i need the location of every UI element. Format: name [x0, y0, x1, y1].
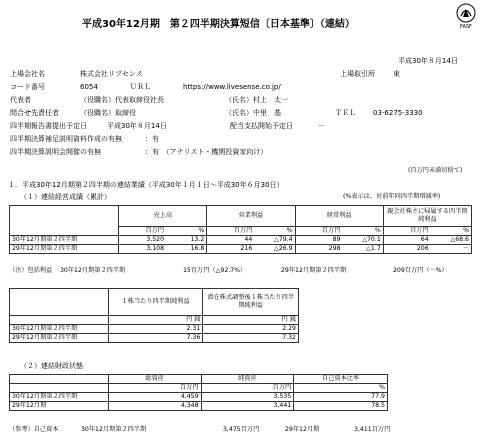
tel: 03-6275-3330: [373, 109, 423, 117]
cell: △1.7: [342, 245, 383, 254]
unit-note: (百万円未満切捨て): [408, 167, 463, 174]
table-row: [10, 236, 472, 245]
table-row: [10, 334, 299, 343]
page-title: 平成30年12月期 第２四半期決算短信〔日本基準〕（連結）: [82, 19, 355, 30]
cell: 2.31: [108, 325, 203, 334]
header-sales: 売上高: [119, 206, 207, 227]
dividend-label: 配当支払開始予定日: [230, 122, 293, 130]
cell: 3,108: [119, 245, 166, 254]
comp-income-r2v: 209百万円（－%）: [393, 267, 448, 274]
cell: 216: [207, 245, 254, 254]
row-label: 29年12月期第２四半期: [10, 245, 119, 254]
row-label: 30年12月期第２四半期: [10, 236, 119, 245]
cell: 16.8: [166, 245, 207, 254]
unit-cell: 百万円: [201, 384, 294, 393]
header-equity-ratio: 自己資本比率: [294, 375, 388, 384]
row-label: 29年12月期第２四半期: [10, 334, 109, 343]
header-blank: [10, 384, 109, 393]
equity-note-r2v: 3,411百万円: [354, 426, 391, 433]
header-net-income: 親会社株主に帰属する四半期純利益: [383, 206, 471, 227]
section1-sub1: （１）連結経営成績（累計）: [20, 193, 111, 201]
eps-table: [9, 288, 299, 343]
release-date: 平成30年８月14日: [398, 57, 458, 65]
table-row: [10, 245, 472, 254]
cell: 3,520: [119, 236, 166, 245]
fasf-logo: [455, 3, 477, 29]
equity-note-label: （参考）自己資本: [9, 426, 59, 433]
url-label: ＵＲＬ: [130, 83, 151, 91]
comp-income-r1v: 15百万円（△92.7%）: [183, 267, 247, 274]
eps-unit: 円 銭: [203, 316, 299, 325]
comp-income-r1: 30年12月期第２四半期: [60, 267, 126, 274]
unit-cell: 百万円: [207, 227, 254, 236]
unit-cell: 百万円: [108, 384, 201, 393]
pct-cell: %: [431, 227, 472, 236]
cell: 3,441: [201, 402, 294, 411]
equity-note-r2: 29年12月期: [285, 426, 320, 433]
url[interactable]: https://www.livesense.co.jp/: [183, 83, 281, 91]
unit-cell: 百万円: [295, 227, 342, 236]
cell: 2.29: [203, 325, 299, 334]
report-date-label: 四半期報告書提出予定日: [10, 122, 87, 130]
header-operating-income: 営業利益: [207, 206, 295, 227]
header-blank: [10, 289, 109, 316]
exchange-label: 上場取引所: [340, 70, 375, 78]
contact-title: （役職名）取締役: [80, 109, 136, 117]
cell: △26.9: [254, 245, 295, 254]
cell: 298: [295, 245, 342, 254]
cell: 7.32: [203, 334, 299, 343]
listed-name: 株式会社リブセンス: [80, 70, 143, 78]
header-diluted-eps: 潜在株式調整後１株当たり四半期純利益: [203, 289, 299, 316]
header-blank: [10, 316, 109, 325]
equity-note-r1: 30年12月期第２四半期: [81, 426, 147, 433]
rep-title: （役職名）代表取締役社長: [80, 96, 164, 104]
cell: 206: [383, 245, 430, 254]
header-ordinary-income: 経常利益: [295, 206, 383, 227]
cell: 7.36: [108, 334, 203, 343]
cell: 78.5: [294, 402, 388, 411]
eps-unit: 円 銭: [108, 316, 203, 325]
cell: 89: [295, 236, 342, 245]
table-row: [10, 325, 299, 334]
equity-note-r1v: 3,475百万円: [223, 426, 260, 433]
contact-name: （氏名）中里 基: [225, 109, 281, 117]
report-date: 平成30年８月14日: [107, 122, 167, 130]
unit-cell: 百万円: [119, 227, 166, 236]
supp-label: 四半期決算補足説明資料作成の有無: [10, 135, 122, 143]
dividend: －: [318, 122, 325, 130]
cell: 4,459: [108, 393, 201, 402]
pct-cell: %: [342, 227, 383, 236]
cell: 4,348: [108, 402, 201, 411]
comp-income-r2: 29年12月期第２四半期: [281, 267, 347, 274]
header-total-assets: 総資産: [108, 375, 201, 384]
meeting-label: 四半期決算説明会開催の有無: [10, 148, 101, 156]
row-label: 30年12月期第２四半期: [10, 325, 109, 334]
row-label: 29年12月期: [10, 402, 109, 411]
exchange: 東: [393, 70, 400, 78]
operating-results-table: [9, 205, 472, 254]
cell: △68.6: [431, 236, 472, 245]
table-row: [10, 393, 388, 402]
header-eps: １株当たり四半期純利益: [108, 289, 203, 316]
cell: 3,535: [201, 393, 294, 402]
contact-label: 問合せ先責任者: [10, 109, 59, 117]
section2-title: （２）連結財政状態: [20, 362, 83, 370]
supp: ：有: [145, 135, 159, 143]
unit-cell: 百万円: [383, 227, 430, 236]
listed-name-label: 上場会社名: [10, 70, 45, 78]
header-blank: [10, 375, 109, 384]
header-net-assets: 純資産: [201, 375, 294, 384]
rep-name: （氏名）村上 太一: [225, 96, 288, 104]
cell: 64: [383, 236, 430, 245]
logo-text: FASF: [460, 24, 472, 29]
rep-label: 代表者: [10, 96, 31, 104]
tel-label: ＴＥＬ: [335, 109, 356, 117]
row-label: 30年12月期第２四半期: [10, 393, 109, 402]
cell: 77.9: [294, 393, 388, 402]
pct-cell: %: [254, 227, 295, 236]
header-blank: [10, 206, 119, 236]
cell: △79.4: [254, 236, 295, 245]
code-label: コード番号: [10, 83, 45, 91]
section1-sub1-note: (%表示は、対前年同四半期増減率): [343, 193, 441, 200]
code: 6054: [80, 83, 98, 91]
comp-income-label: （注）包括利益: [9, 267, 53, 274]
financial-position-table: [9, 374, 388, 411]
pct-cell: %: [166, 227, 207, 236]
section1-title: １．平成30年12月期第２四半期の連結業績（平成30年１月１日～平成30年６月30日）: [8, 181, 284, 189]
table-row: [10, 402, 388, 411]
cell: 13.2: [166, 236, 207, 245]
cell: △70.1: [342, 236, 383, 245]
cell: 44: [207, 236, 254, 245]
unit-cell: %: [294, 384, 388, 393]
meeting: ：有 （アナリスト・機関投資家向け）: [145, 148, 268, 156]
cell: －: [431, 245, 472, 254]
